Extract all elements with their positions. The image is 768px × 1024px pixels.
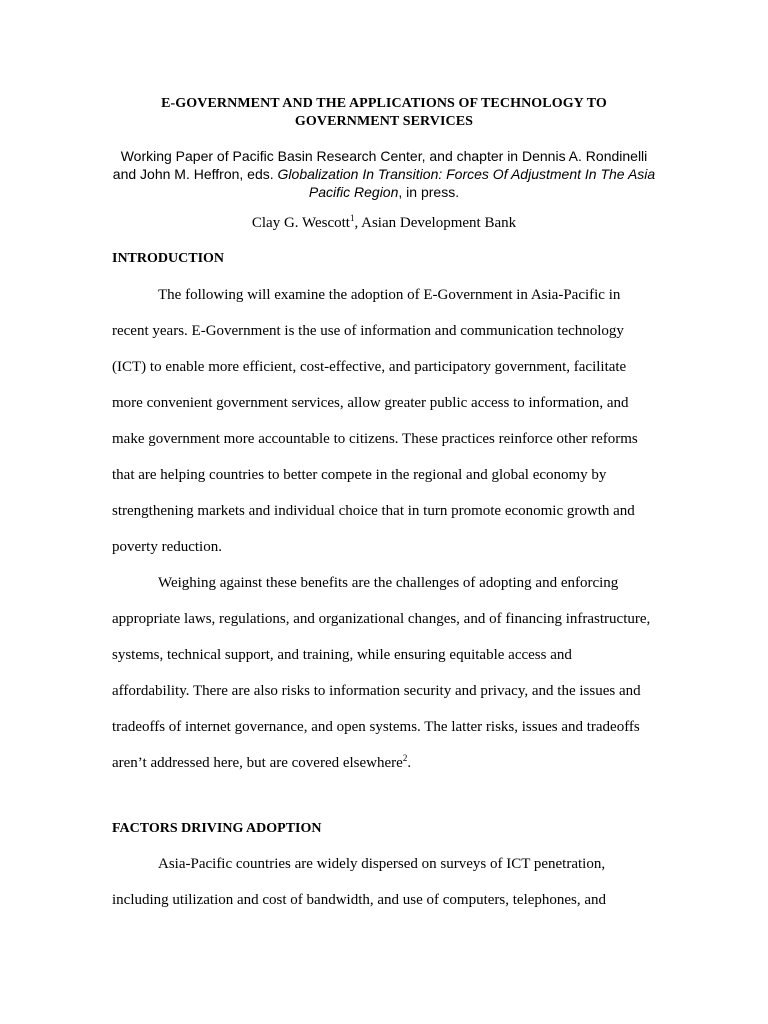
working-paper-line-3 [100,183,668,201]
text-line [112,745,660,781]
footnote-marker: 2 [402,753,408,763]
text-line: recent years. E-Government is the use of information and communication technology [112,323,624,339]
text-line: systems, technical support, and training, while ensuring equitable access and [112,647,572,663]
text-line: including utilization and cost of bandwidth, and use of computers, telephones, and [112,892,607,908]
title-line-2: GOVERNMENT SERVICES [294,114,474,129]
author-name: Clay G. Wescott [251,215,350,231]
author-line [100,214,668,232]
text-line: more convenient government services, allow greater public access to information, and [112,395,629,411]
text-line: Weighing against these benefits are the challenges of adopting and enforcing [158,575,619,591]
text-span: . [407,755,412,771]
introduction-paragraph-1 [112,277,660,781]
text-line: poverty reduction. [112,539,222,555]
heading-introduction: INTRODUCTION [112,251,225,266]
book-title-part-2: Pacific Region [308,184,399,200]
working-paper-line-2-plain: and John M. Heffron, eds. [112,166,278,182]
factors-paragraph-1 [112,846,660,918]
text-line: Asia-Pacific countries are widely dispersed on surveys of ICT penetration, [158,856,606,872]
text-line: (ICT) to enable more efficient, cost-effective, and participatory government, facilitate [112,359,627,375]
book-title-part-1: Globalization In Transition: Forces Of Adjustment In The Asia [277,166,656,182]
title-line-1: E-GOVERNMENT AND THE APPLICATIONS OF TECHNOLOGY TO [161,96,607,111]
working-paper-line-2 [100,165,668,183]
working-paper-line-1: Working Paper of Pacific Basin Research Center, and chapter in Dennis A. Rondinelli [120,148,648,164]
document-title [100,95,668,131]
text-line: affordability. There are also risks to information security and privacy, and the issues and [112,683,641,699]
text-line: appropriate laws, regulations, and organizational changes, and of financing infrastructure, [112,611,651,627]
author-affiliation: , Asian Development Bank [354,215,517,231]
text-line: strengthening markets and individual choice that in turn promote economic growth and [112,503,635,519]
text-line: that are helping countries to better compete in the regional and global economy by [112,467,607,483]
text-span: aren’t addressed here, but are covered elsewhere [112,755,403,771]
heading-factors-driving-adoption: FACTORS DRIVING ADOPTION [112,821,322,836]
working-paper-line-3-plain: , in press. [398,184,460,200]
author-footnote-marker: 1 [349,213,355,223]
text-line: tradeoffs of internet governance, and open systems. The latter risks, issues and tradeoffs [112,719,640,735]
text-line: make government more accountable to citizens. These practices reinforce other reforms [112,431,638,447]
text-line: The following will examine the adoption of E-Government in Asia-Pacific in [158,287,621,303]
working-paper-note [100,147,668,201]
